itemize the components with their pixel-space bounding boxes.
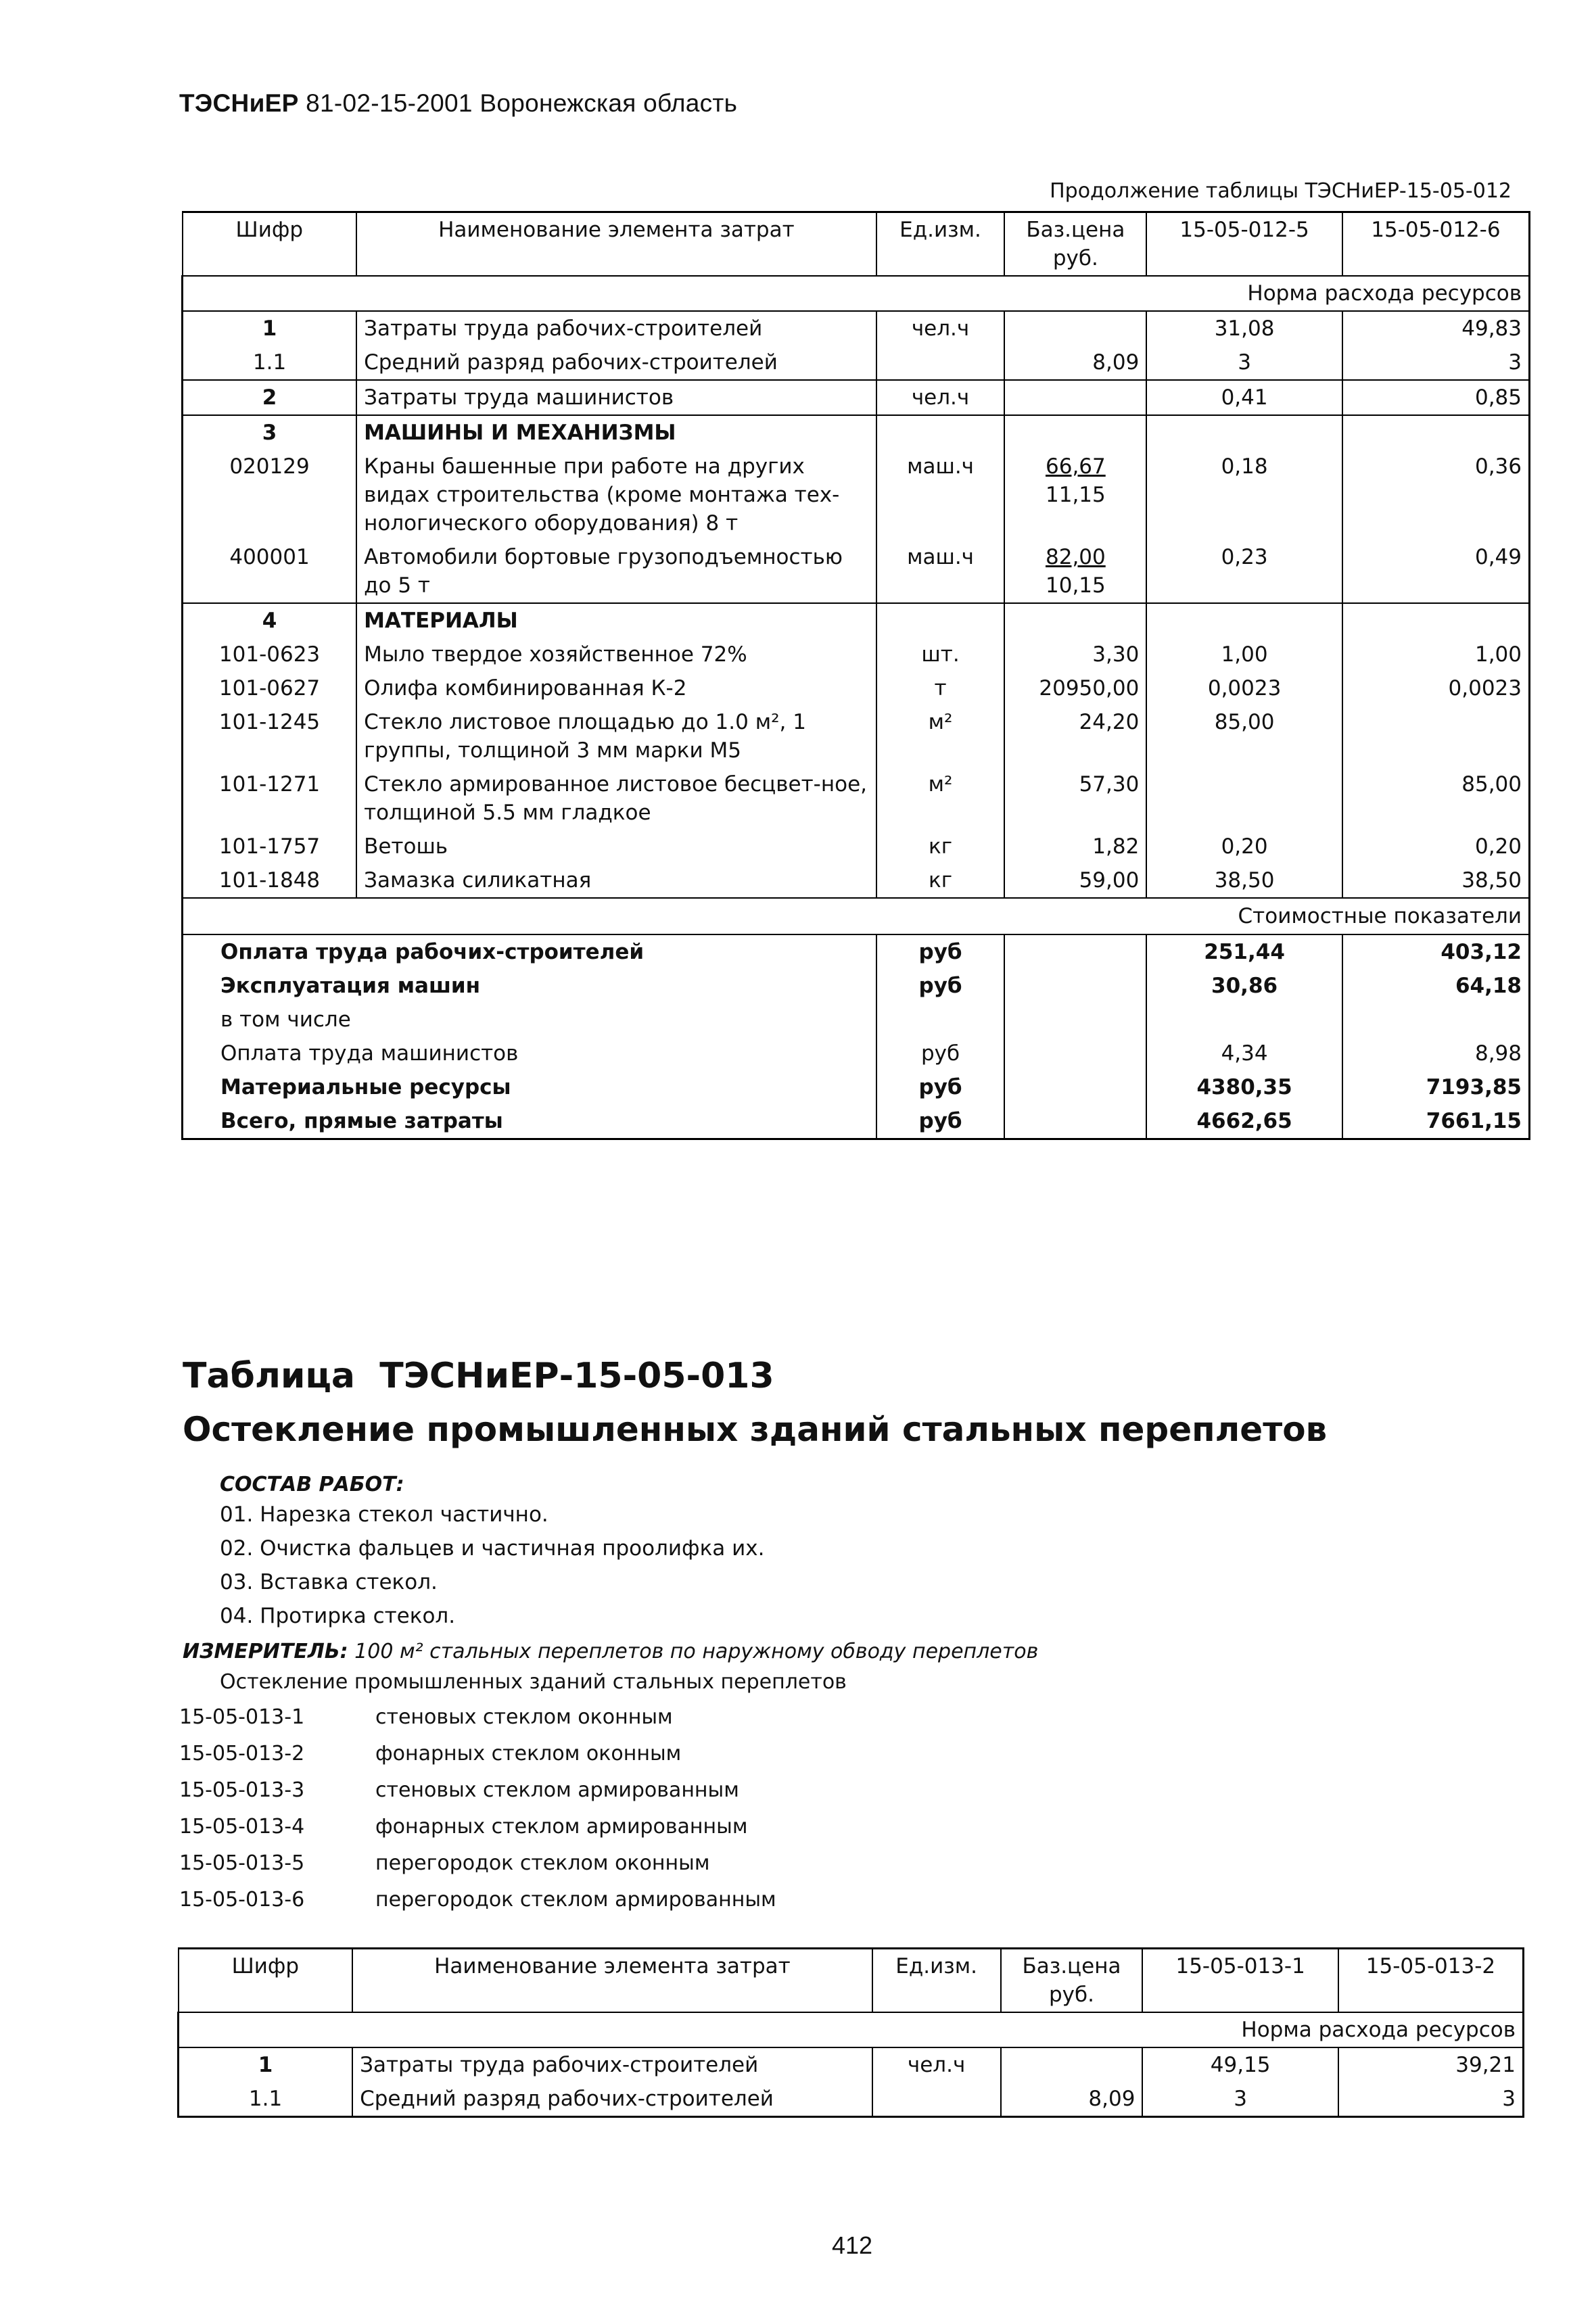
table-row: 101-1757 Ветошь кг 1,82 0,20 0,20	[183, 830, 1530, 863]
cost-label: Стоимостные показатели	[356, 898, 1529, 934]
resource-table-012	[181, 211, 1530, 1140]
col-variant-b: 15-05-012-6	[1342, 212, 1530, 277]
cost-row: Эксплуатация машин руб 30,86 64,18	[183, 969, 1530, 1003]
work-item: 03. Вставка стекол.	[220, 1570, 438, 1594]
cost-row: Оплата труда рабочих-строителей руб 251,44 403,12	[183, 934, 1530, 969]
col-code: Шифр	[179, 1949, 353, 2013]
measure-name: Остекление промышленных зданий стальных переплетов	[220, 1670, 847, 1694]
document-header: ТЭСНиЕР 81-02-15-2001 Воронежская область	[179, 89, 738, 117]
table-row: 101-1848 Замазка силикатная кг 59,00 38,50 38,50	[183, 863, 1530, 898]
norm-label: Норма расхода ресурсов	[352, 2012, 1523, 2047]
table-header-row	[179, 1949, 1524, 2013]
table-row: 3 МАШИНЫ И МЕХАНИЗМЫ	[183, 415, 1530, 450]
table-header-row	[183, 212, 1530, 277]
col-variant-a: 15-05-012-5	[1146, 212, 1342, 277]
col-unit: Ед.изм.	[872, 1949, 1001, 2013]
col-price: Баз.цена руб.	[1001, 1949, 1143, 2013]
table-row: 400001 Автомобили бортовые грузоподъемностью до 5 т маш.ч 82,00 10,15 0,23 0,49	[183, 540, 1530, 603]
table-row: 101-0623 Мыло твердое хозяйственное 72% шт. 3,30 1,00 1,00	[183, 638, 1530, 671]
table-row: 1.1 Средний разряд рабочих-строителей 8,09 3 3	[183, 346, 1530, 380]
resource-table-013	[177, 1947, 1524, 2118]
table-row: 1 Затраты труда рабочих-строителей чел.ч 49,15 39,21	[179, 2047, 1524, 2082]
cost-row: Всего, прямые затраты руб 4662,65 7661,15	[183, 1104, 1530, 1139]
col-price: Баз.цена руб.	[1004, 212, 1146, 277]
work-composition-label: СОСТАВ РАБОТ:	[220, 1473, 404, 1496]
col-name: Наименование элемента затрат	[356, 212, 876, 277]
table-row: 2 Затраты труда машинистов чел.ч 0,41 0,85	[183, 380, 1530, 415]
table-row: 020129 Краны башенные при работе на других видах строительства (кроме монтажа тех-нологического оборудования) 8 т маш.ч 66,67 11,15 0,18 0,36	[183, 450, 1530, 540]
col-name: Наименование элемента затрат	[352, 1949, 872, 2013]
code-list-item: 15-05-013-5 перегородок стеклом оконным	[179, 1851, 710, 1875]
work-item: 02. Очистка фальцев и частичная проолифка их.	[220, 1536, 765, 1561]
cost-row: Материальные ресурсы руб 4380,35 7193,85	[183, 1070, 1530, 1104]
code-list-item: 15-05-013-2 фонарных стеклом оконным	[179, 1742, 682, 1765]
col-code: Шифр	[183, 212, 357, 277]
table-row: 1.1 Средний разряд рабочих-строителей 8,09 3 3	[179, 2082, 1524, 2117]
col-variant-a: 15-05-013-1	[1142, 1949, 1338, 2013]
cost-row: Оплата труда машинистов руб 4,34 8,98	[183, 1037, 1530, 1070]
code-list-item: 15-05-013-1 стеновых стеклом оконным	[179, 1705, 673, 1729]
code-list-item: 15-05-013-4 фонарных стеклом армированным	[179, 1815, 748, 1839]
continuation-note: Продолжение таблицы ТЭСНиЕР-15-05-012	[1050, 179, 1512, 203]
norm-label: Норма расхода ресурсов	[356, 276, 1529, 311]
work-item: 01. Нарезка стекол частично.	[220, 1502, 548, 1527]
code-list-item: 15-05-013-3 стеновых стеклом армированным	[179, 1778, 739, 1802]
measure-line: ИЗМЕРИТЕЛЬ: 100 м² стальных переплетов по наружному обводу переплетов	[183, 1640, 1039, 1663]
page-number: 412	[832, 2231, 873, 2259]
work-item: 04. Протирка стекол.	[220, 1604, 456, 1628]
table-title: Таблица ТЭСНиЕР-15-05-013	[183, 1356, 774, 1396]
table-row: 101-1245 Стекло листовое площадью до 1.0 м², 1 группы, толщиной 3 мм марки М5 м² 24,20 85,00	[183, 705, 1530, 767]
table-subtitle: Остекление промышленных зданий стальных переплетов	[183, 1410, 1328, 1449]
table-row: 1 Затраты труда рабочих-строителей чел.ч 31,08 49,83	[183, 311, 1530, 346]
table-row: 101-0627 Олифа комбинированная К-2 т 20950,00 0,0023 0,0023	[183, 671, 1530, 705]
cost-row: в том числе	[183, 1003, 1530, 1037]
col-variant-b: 15-05-013-2	[1338, 1949, 1524, 2013]
table-row: 4 МАТЕРИАЛЫ	[183, 603, 1530, 638]
code-list-item: 15-05-013-6 перегородок стеклом армированным	[179, 1888, 776, 1912]
col-unit: Ед.изм.	[876, 212, 1005, 277]
table-row: 101-1271 Стекло армированное листовое бесцвет-ное, толщиной 5.5 мм гладкое м² 57,30 85,00	[183, 767, 1530, 830]
